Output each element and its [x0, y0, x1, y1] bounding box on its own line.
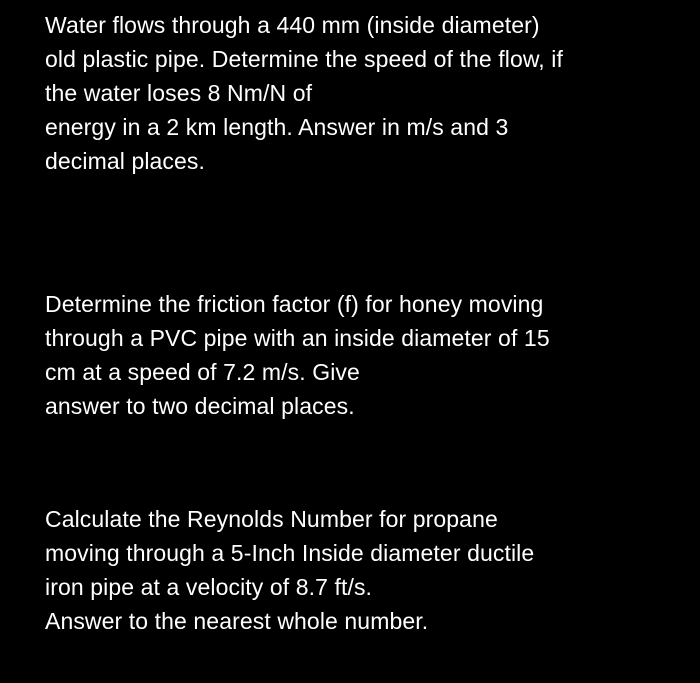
question-2-line-2: through a PVC pipe with an inside diameter of 15: [45, 325, 550, 351]
question-1-line-2: old plastic pipe. Determine the speed of the flow, if: [45, 46, 563, 72]
question-1-line-3: the water loses 8 Nm/N of: [45, 80, 313, 106]
question-3-line-4: Answer to the nearest whole number.: [45, 608, 429, 634]
question-2-line-4: answer to two decimal places.: [45, 393, 355, 419]
question-1-line-4: energy in a 2 km length. Answer in m/s and 3: [45, 114, 509, 140]
question-1-line-5: decimal places.: [45, 148, 206, 174]
question-3: [45, 502, 685, 638]
question-2-line-1: Determine the friction factor (f) for honey moving: [45, 291, 544, 317]
question-2-line-3: cm at a speed of 7.2 m/s. Give: [45, 359, 360, 385]
question-2: [45, 287, 685, 423]
question-3-line-2: moving through a 5-Inch Inside diameter ductile: [45, 540, 535, 566]
question-3-line-3: iron pipe at a velocity of 8.7 ft/s.: [45, 574, 373, 600]
question-1: [45, 8, 685, 178]
question-1-line-1: Water flows through a 440 mm (inside diameter): [45, 12, 540, 38]
question-3-line-1: Calculate the Reynolds Number for propane: [45, 506, 498, 532]
